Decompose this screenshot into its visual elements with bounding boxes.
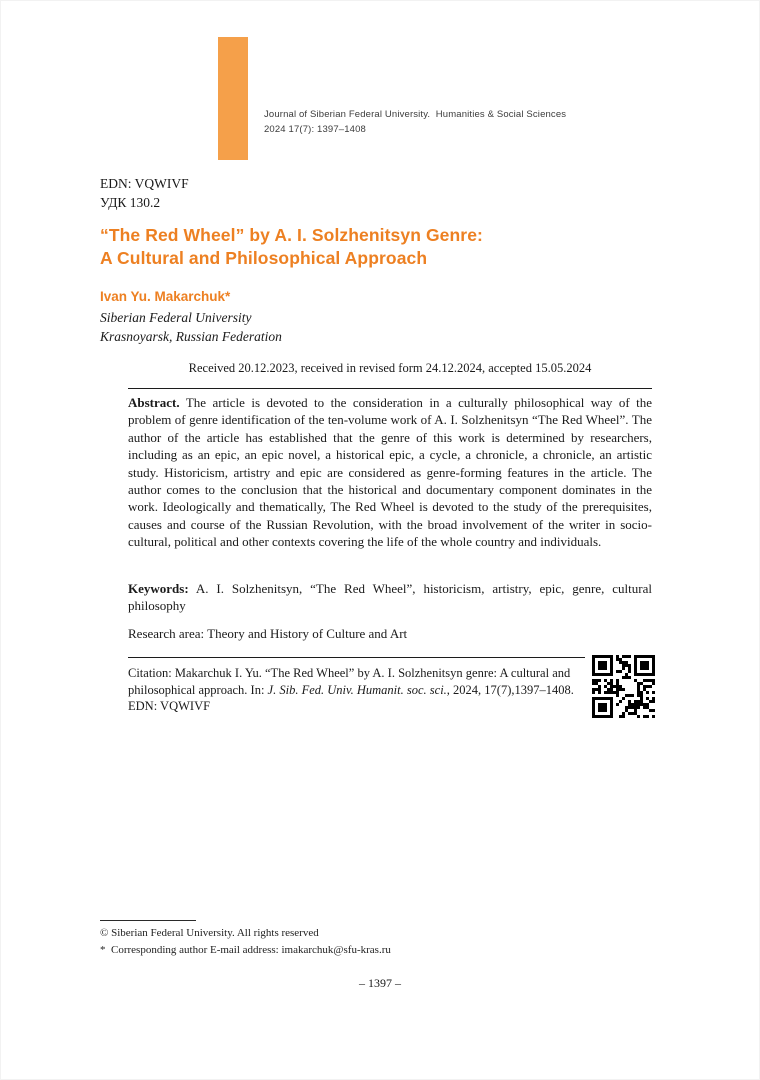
- author-affiliation: [100, 309, 282, 346]
- research-area-line: Research area: Theory and History of Culture and Art: [128, 626, 408, 641]
- citation-suffix: , 2024, 17(7),1397–1408. EDN: VQWIVF: [128, 682, 574, 713]
- journal-issue-info: 2024 17(7): 1397–1408: [264, 124, 366, 135]
- journal-accent-bar: [218, 37, 248, 160]
- edn-code: EDN: VQWIVF: [100, 176, 189, 191]
- citation-journal-abbrev: J. Sib. Fed. Univ. Humanit. soc. sci.: [267, 682, 447, 697]
- received-dates-line: Received 20.12.2023, received in revised form 24.12.2024, accepted 15.05.2024: [188, 361, 592, 375]
- copyright-note: © Siberian Federal University. All rights reserved: [100, 927, 319, 939]
- article-title-line1: “The Red Wheel” by A. I. Solzhenitsyn Genre:: [100, 225, 483, 245]
- footnote-divider: [100, 920, 196, 921]
- keywords-label: Keywords:: [128, 581, 189, 596]
- citation-block: [128, 665, 590, 715]
- keywords-paragraph: [128, 580, 652, 615]
- article-title-line2: A Cultural and Philosophical Approach: [100, 247, 428, 268]
- journal-header: [264, 107, 566, 137]
- citation-text: Citation: Makarchuk I. Yu. “The Red Wheel” by A. I. Solzhenitsyn genre: A cultural and philosophical approach. In:: [128, 666, 571, 697]
- affiliation-location: Krasnoyarsk, Russian Federation: [100, 328, 282, 344]
- article-title: [100, 224, 483, 269]
- udk-code: УДК 130.2: [100, 195, 161, 210]
- abstract-top-divider: [128, 388, 652, 389]
- abstract-text: The article is devoted to the consideration in a culturally philosophical way of the problem of genre identification of the ten-volume work of A. I. Solzhenitsyn “The Red Wheel”. The author of the article has established that the genre of this work is determined by researchers, including as an epic, an epic novel, a historical epic, a cycle, a chronicle, a chronicle, an artistic study. Historicism, artistry and epic are considered as genre-forming features in the article. The author comes to the conclusion that the historical and documentary component dominates in the work. Ideologically and thematically, The Red Wheel is devoted to the study of the prerequisites, causes and course of the Russian Revolution, with the broad involvement of the writer in socio-cultural, political and other contexts covering the life of the whole country and individuals.: [128, 395, 652, 550]
- citation-divider: [128, 657, 585, 658]
- author-name: Ivan Yu. Makarchuk*: [100, 289, 231, 304]
- journal-name: Journal of Siberian Federal University. Humanities & Social Sciences: [264, 109, 567, 120]
- affiliation-university: Siberian Federal University: [100, 310, 252, 325]
- qr-code: [592, 655, 655, 718]
- keywords-text: A. I. Solzhenitsyn, “The Red Wheel”, historicism, artistry, epic, genre, cultural philosophy: [128, 581, 652, 614]
- abstract-label: Abstract.: [128, 395, 180, 410]
- corresponding-author-note: * Corresponding author E-mail address: imakarchuk@sfu-kras.ru: [100, 944, 391, 956]
- abstract-paragraph: [128, 394, 652, 551]
- page-number: – 1397 –: [359, 976, 401, 990]
